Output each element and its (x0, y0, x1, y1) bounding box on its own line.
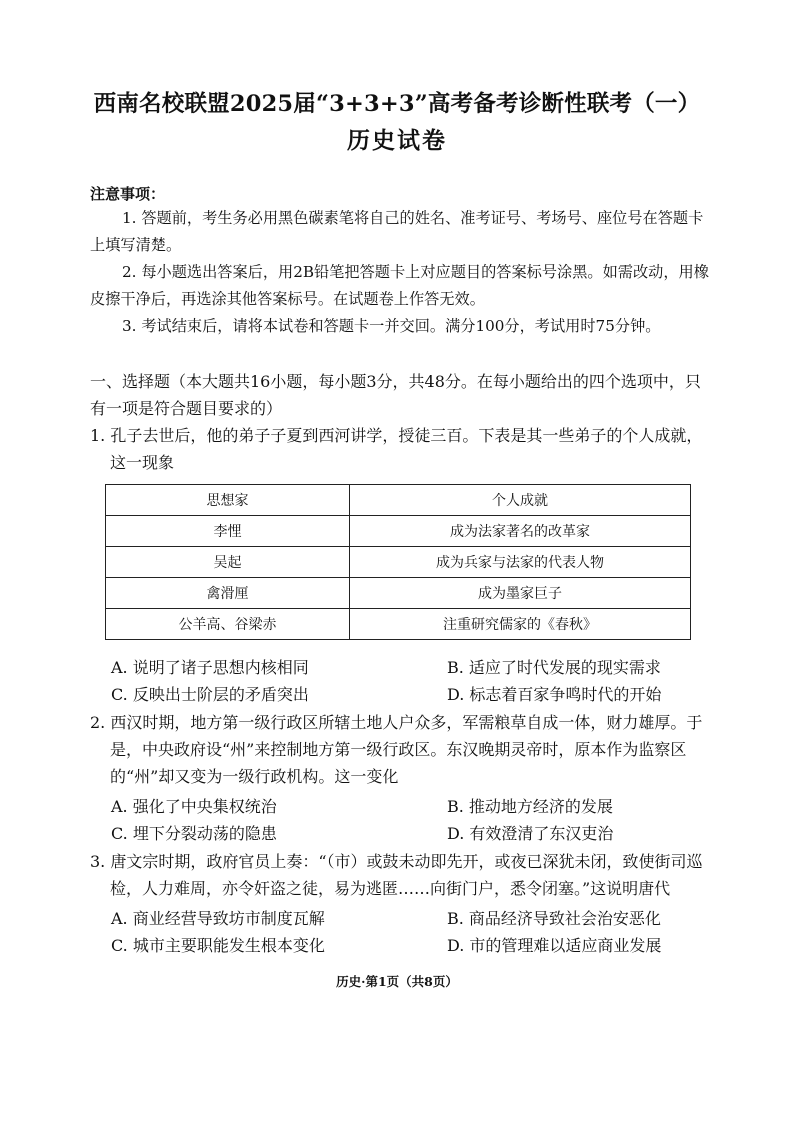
table-cell: 成为兵家与法家的代表人物 (350, 547, 691, 578)
table-header-row (106, 485, 691, 516)
note-item-2: 2. 每小题选出答案后，用2B铅笔把答题卡上对应题目的答案标号涂黑。如需改动，用橡皮擦干净后，再选涂其他答案标号。在试题卷上作答无效。 (90, 263, 709, 308)
question-1-text: 1. 孔子去世后，他的弟子子夏到西河讲学，授徒三百。下表是其一些弟子的个人成就，这一现象 (90, 426, 703, 472)
notes-heading: 注意事项： (90, 185, 166, 203)
question-3 (90, 848, 716, 902)
question-1 (90, 422, 716, 476)
page-footer: 历史·第1页（共8页） (336, 974, 458, 989)
table-cell: 注重研究儒家的《春秋》 (350, 609, 691, 640)
option-d[interactable]: D. 市的管理难以适应商业发展 (447, 936, 662, 955)
table-cell: 禽滑厘 (106, 578, 350, 609)
option-d[interactable]: D. 标志着百家争鸣时代的开始 (447, 685, 662, 704)
section-heading: 一、选择题（本大题共16小题，每小题3分，共48分。在每小题给出的四个选项中，只有一项是符合题目要求的） (90, 372, 701, 418)
option-a[interactable]: A. 说明了诸子思想内核相同 (111, 658, 309, 677)
table-cell: 成为墨家巨子 (350, 578, 691, 609)
question-2 (90, 709, 716, 790)
table-cell: 李悝 (106, 516, 350, 547)
table-row (106, 516, 691, 547)
option-b[interactable]: B. 商品经济导致社会治安恶化 (447, 909, 661, 928)
option-a[interactable]: A. 商业经营导致坊市制度瓦解 (111, 909, 325, 928)
table-cell: 公羊高、谷梁赤 (106, 609, 350, 640)
table-header-cell: 思想家 (106, 485, 350, 516)
option-d[interactable]: D. 有效澄清了东汉吏治 (447, 824, 614, 843)
table-row (106, 578, 691, 609)
table-cell: 成为法家著名的改革家 (350, 516, 691, 547)
note-item-3: 3. 考试结束后，请将本试卷和答题卡一并交回。满分100分，考试用时75分钟。 (122, 317, 661, 335)
subject-title: 历史试卷 (347, 127, 447, 154)
table-row (106, 609, 691, 640)
option-b[interactable]: B. 推动地方经济的发展 (447, 797, 613, 816)
table-cell: 吴起 (106, 547, 350, 578)
option-c[interactable]: C. 城市主要职能发生根本变化 (111, 936, 325, 955)
table-row (106, 547, 691, 578)
option-c[interactable]: C. 反映出士阶层的矛盾突出 (111, 685, 309, 704)
exam-title: 西南名校联盟2025届“3+3+3”高考备考诊断性联考（一） (93, 91, 701, 117)
option-b[interactable]: B. 适应了时代发展的现实需求 (447, 658, 661, 677)
question-3-text: 3. 唐文宗时期，政府官员上奏：“（市）或鼓未动即先开，或夜已深犹未闭，致使街司巡检，人力难周，亦令奸盗之徒，易为逃匿……向街门户，悉令闭塞。”这说明唐代 (90, 852, 703, 898)
note-item-1: 1. 答题前，考生务必用黑色碳素笔将自己的姓名、准考证号、考场号、座位号在答题卡上填写清楚。 (90, 209, 704, 254)
table-header-cell: 个人成就 (350, 485, 691, 516)
question-2-text: 2. 西汉时期，地方第一级行政区所辖土地人户众多，军需粮草自成一体，财力雄厚。于是，中央政府设“州”来控制地方第一级行政区。东汉晚期灵帝时，原本作为监察区的“州”却又变为一级行政机构。这一变化 (90, 713, 703, 786)
option-c[interactable]: C. 埋下分裂动荡的隐患 (111, 824, 277, 843)
question-1-table (105, 484, 691, 640)
option-a[interactable]: A. 强化了中央集权统治 (111, 797, 277, 816)
